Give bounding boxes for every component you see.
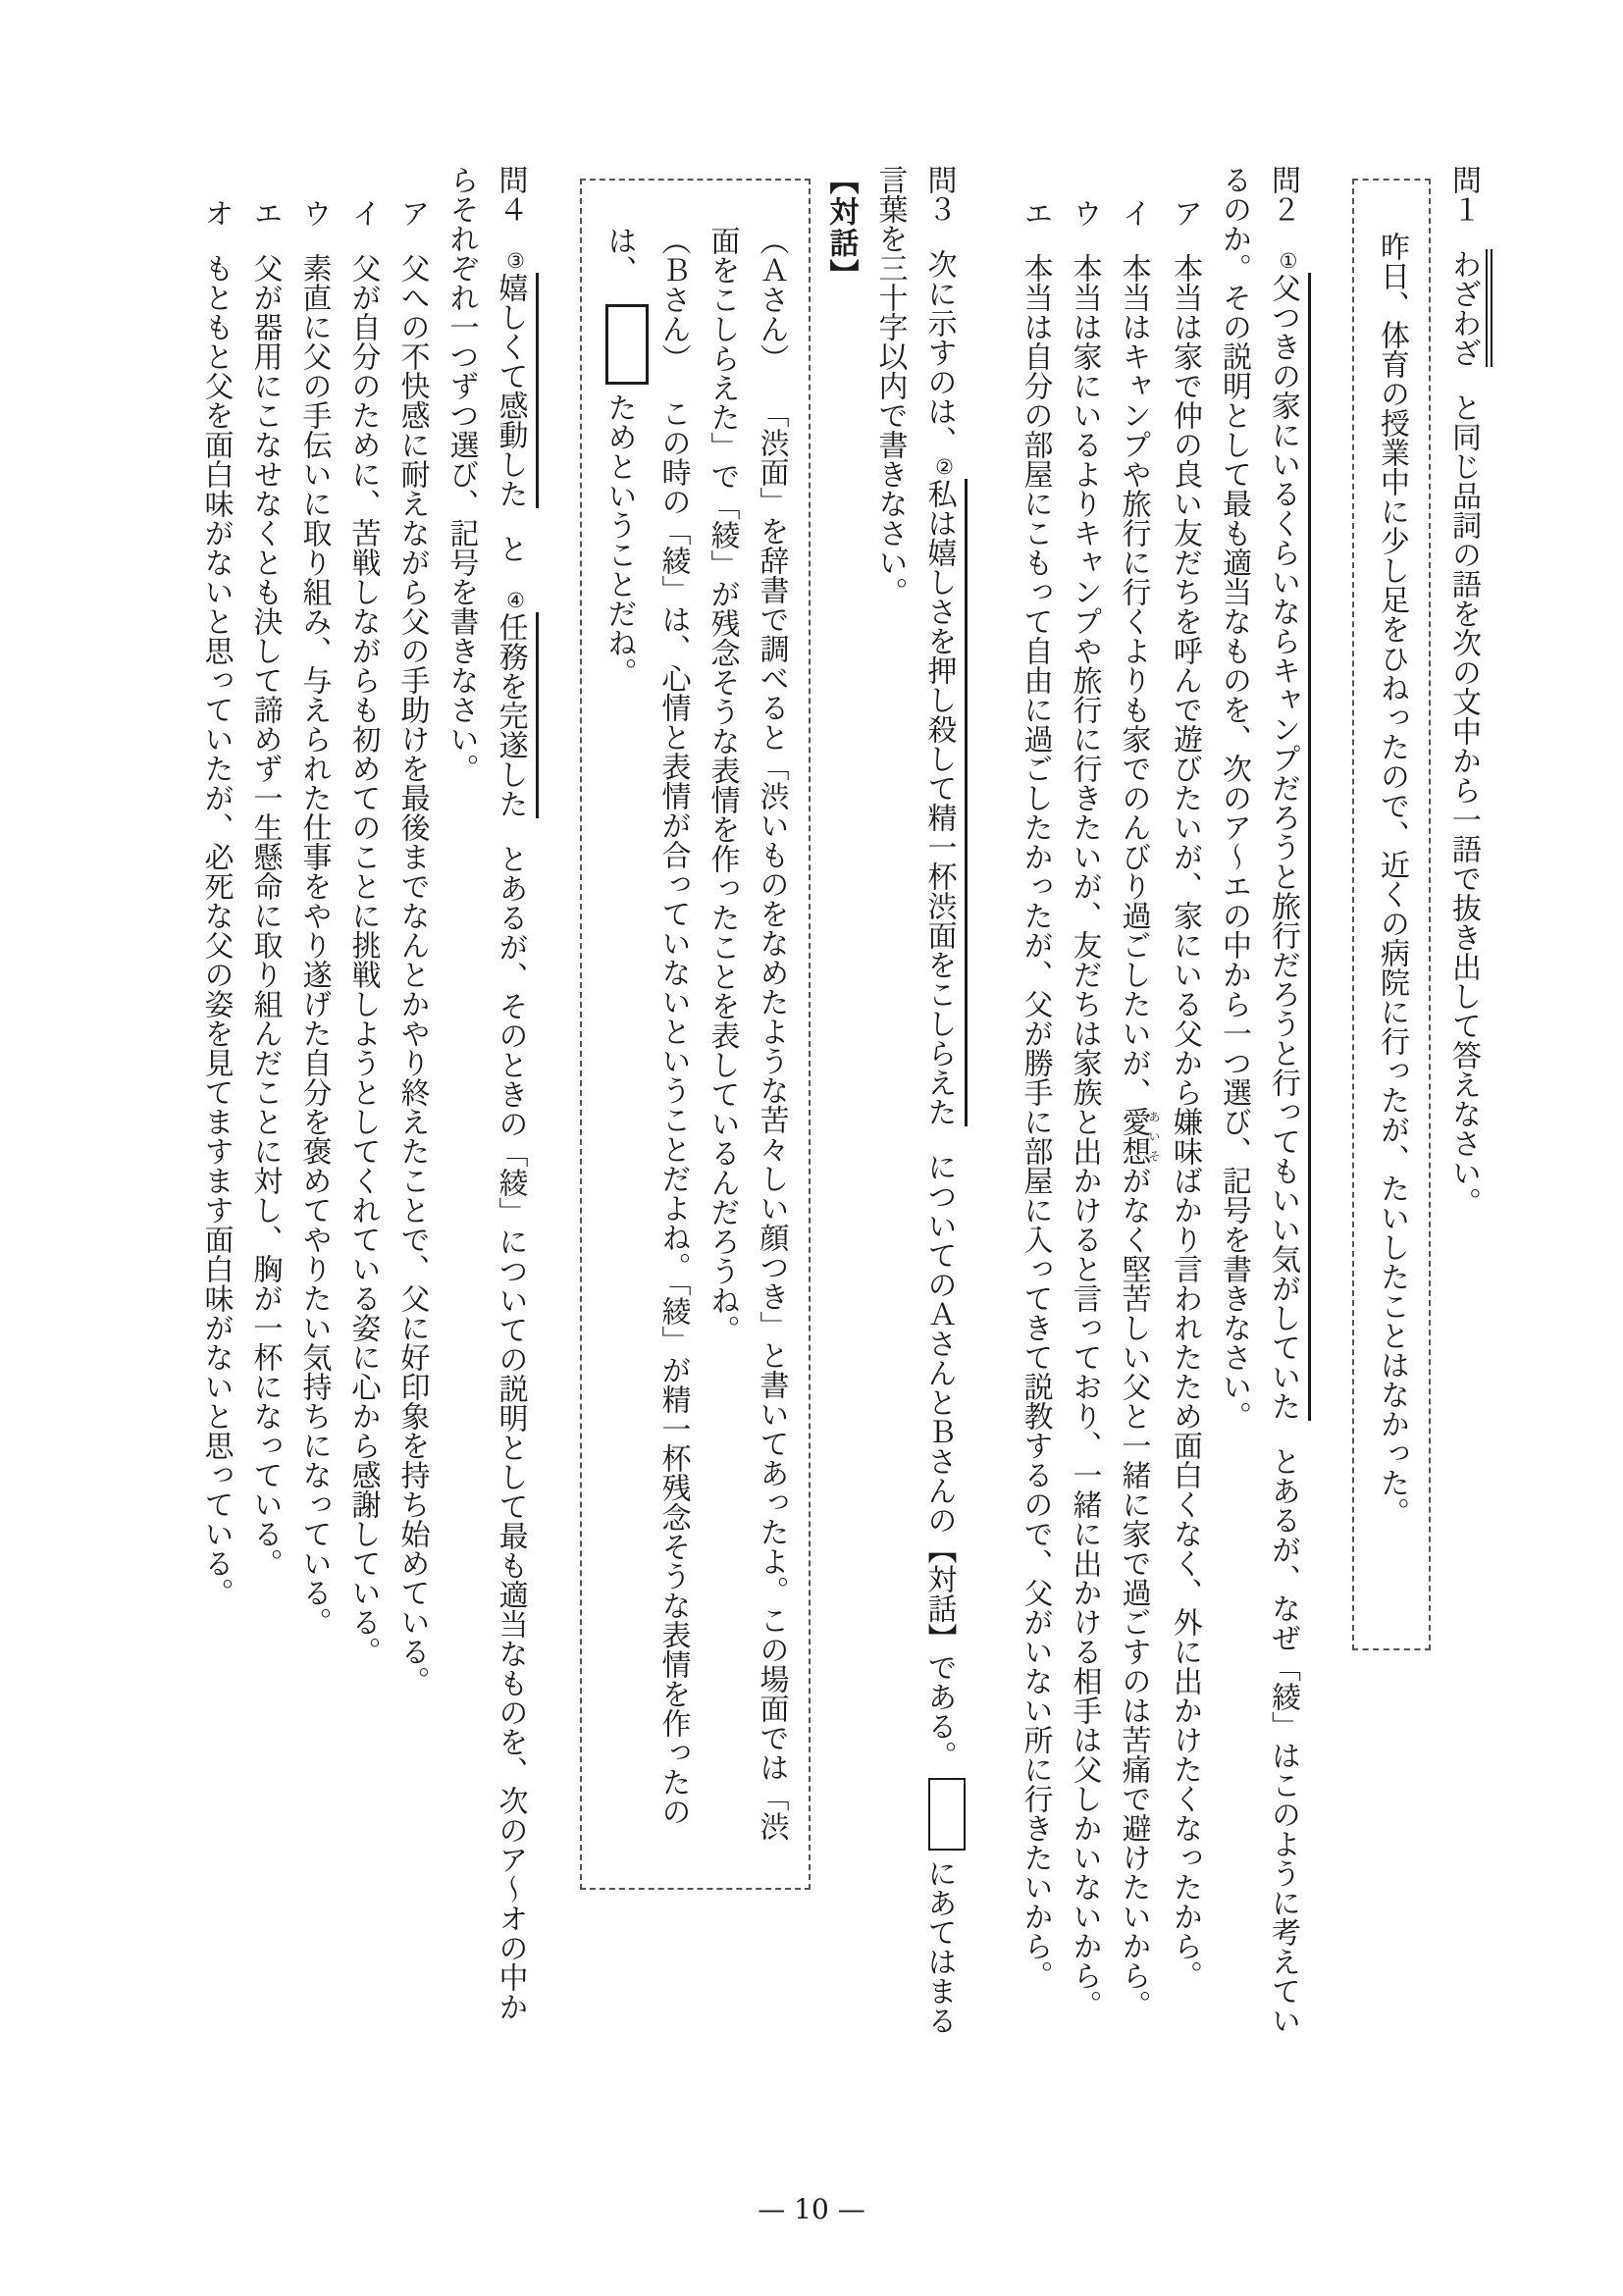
spacer: [509, 563, 510, 589]
q4-option-i: [339, 165, 388, 2074]
q3-speaker-b-label: （Ｂさん）: [655, 226, 691, 373]
spacer: [1184, 228, 1185, 253]
q4-circled-marker-4: ④: [503, 589, 528, 612]
q3-statement-line: [865, 165, 966, 2059]
page-number: — 10 —: [758, 2193, 865, 2225]
q4-option-o-label: オ: [198, 198, 234, 228]
q4-option-u-text: 素直に父の手伝いに取り組み、与えられた仕事をやり遂げた自分を褒めてやりたい気持ちになっている。: [296, 253, 332, 1637]
q4-option-e-label: エ: [247, 198, 283, 228]
q1-example-sentence: 昨日、体育の授業中に少し足をひねったので、近くの病院に行ったが、たいしたことはなかった。: [1375, 232, 1409, 1527]
q4-option-a-text: 父への不快感に耐えながら父の手助けを最後までなんとかやり終えたことで、父に好印象を持ち始めている。: [394, 253, 430, 1696]
q2-option-u-label: ウ: [1067, 198, 1102, 228]
q2-option-a-label: ア: [1168, 198, 1202, 228]
spacer: [313, 228, 314, 253]
q4-circled-marker-3: ③: [503, 249, 528, 273]
q3-speaker-b-block: [595, 226, 698, 1843]
q4-label: 問４: [493, 165, 528, 224]
spacer: [938, 224, 939, 249]
question-1: [1352, 165, 1488, 2186]
q3-speaker-b-text-pre: この時の「綾」は、心情と表情が合っていないということだよね。「綾」が精一杯残念そうな表情を作ったのは、: [602, 226, 691, 1826]
q2-circled-marker: ①: [1277, 249, 1300, 273]
q3-quoted-underline: 私は嬉しさを押し殺して精一杯渋面をこしらえた: [922, 479, 968, 1126]
spacer: [411, 228, 412, 253]
q2-option-i-text-post: がなく堅苦しい父と一緒に家で過ごすのは苦痛で避けたいから。: [1116, 1166, 1151, 2019]
spacer: [1463, 367, 1464, 392]
spacer: [509, 508, 510, 534]
q2-option-e-text: 本当は自分の部屋にこもって自由に過ごしたかったが、父が勝手に部屋に入ってきて説教するので、父がいない所に行きたいから。: [1018, 253, 1053, 1990]
q2-option-e-label: エ: [1018, 198, 1053, 228]
q4-option-i-text: 父が自分のために、苦戦しながらも初めてのことに挑戦しようとしてくれている姿に心から感謝している。: [345, 253, 381, 1666]
q4-option-o: [191, 165, 240, 2074]
q4-option-e: [240, 165, 289, 2074]
spacer: [1034, 228, 1035, 253]
q3-dialogue-box: [580, 179, 811, 1890]
q3-speaker-a-text: 「渋面」を辞書で調べると「渋いものをなめたような苦々しい顔つき」と書いてあったよ。この場面では「渋面をこしらえた」で「綾」が残念そうな表情を作ったことを表しているんだろうね。: [705, 226, 789, 1841]
q3-dialogue-label-line: [816, 165, 865, 2041]
q3-dialogue-blank-box: [605, 304, 649, 385]
question-4: [191, 165, 535, 2186]
spacer: [672, 373, 673, 398]
spacer: [1132, 228, 1133, 253]
q3-statement-mid: についてのＡさんとＢさんの【対話】である。: [921, 1152, 957, 1770]
q4-option-a: [388, 165, 437, 2074]
q4-statement: とあるが、そのときの「綾」についての説明として最も適当なものを、次のア～オの中からそれぞれ一つずつ選び、記号を書きなさい。: [444, 165, 528, 2021]
spacer: [264, 228, 265, 253]
q1-example-box: [1352, 179, 1431, 1650]
q4-connector: と: [493, 534, 528, 563]
q1-statement-line: [1439, 165, 1488, 2041]
q2-option-i-text-pre: 本当はキャンプや旅行に行くよりも家でのんびり過ごしたいが、: [1116, 253, 1151, 1107]
q2-statement: とあるが、なぜ「綾」はこのように考えているのか。その説明として最も適当なものを、次のア～エの中から一つ選び、記号を書きなさい。: [1217, 165, 1300, 2035]
spacer: [1083, 228, 1084, 253]
q1-target-word: わざわざ: [1446, 249, 1492, 367]
q3-label: 問３: [921, 165, 957, 224]
q2-option-u-text: 本当は家にいるよりキャンプや旅行に行きたいが、友だちは家族と出かけると言っており、一緒に出かける相手は父しかいないから。: [1067, 253, 1102, 2019]
q2-option-a: [1160, 165, 1209, 2074]
q4-option-e-text: 父が器用にこなせなくとも決して諦めず一生懸命に取り組んだことに対し、胸が一杯になっている。: [247, 253, 283, 1578]
q2-quoted-underline: 父つきの家にいるくらいならキャンプだろうと旅行だろうと行ってもいい気がしていた: [1266, 273, 1311, 1421]
spacer: [770, 373, 771, 398]
q2-option-u: [1060, 165, 1109, 2074]
q3-answer-blank-box: [928, 1778, 966, 1851]
q4-quoted-underline-4: 任務を完遂した: [494, 612, 539, 818]
spacer: [215, 228, 216, 253]
question-2: [1011, 165, 1308, 2186]
spacer: [1463, 224, 1464, 249]
spacer: [362, 228, 363, 253]
q3-speaker-a-block: [698, 226, 796, 1843]
spacer: [509, 818, 510, 844]
exam-content: [114, 165, 1488, 2186]
spacer: [509, 224, 510, 249]
q4-option-i-label: イ: [345, 198, 381, 228]
q4-option-u: [289, 165, 339, 2074]
q4-option-a-label: ア: [394, 198, 430, 228]
q4-statement-line: [437, 165, 535, 2041]
q3-speaker-a-label: （Ａさん）: [754, 226, 789, 373]
q2-statement-line: [1209, 165, 1307, 2041]
q1-statement: と同じ品詞の語を次の文中から一語で抜き出して答えなさい。: [1446, 392, 1481, 1217]
spacer: [938, 1126, 939, 1152]
q4-option-o-text: もともと父を面白味がないと思っていたが、必死な父の姿を見てますます面白味がないと思っている。: [198, 253, 234, 1607]
q3-speaker-b-text-post: ためということだね。: [602, 392, 637, 687]
q2-option-a-text: 本当は家で仲の良い友だちを呼んで遊びたいが、家にいる父から嫌味ばかり言われたため面白くなく、外に出かけたくなったから。: [1168, 253, 1202, 1990]
q2-option-i-ruby: 愛想あいそ: [1116, 1107, 1161, 1166]
q3-statement-post: にあてはまる言葉を三十字以内で書きなさい。: [872, 165, 957, 2035]
q3-circled-marker: ②: [932, 455, 957, 479]
q2-option-e: [1011, 165, 1060, 2074]
question-3: [580, 165, 966, 2186]
q3-dialogue-label: 【対話】: [823, 165, 859, 290]
q3-statement-pre: 次に示すのは、: [921, 249, 957, 455]
q2-option-i-label: イ: [1116, 198, 1151, 228]
spacer: [618, 285, 619, 296]
q4-quoted-underline-3: 嬉しくて感動した: [494, 273, 539, 508]
q1-label: 問１: [1446, 165, 1481, 224]
q2-option-i: [1109, 165, 1161, 2074]
q2-label: 問２: [1266, 165, 1300, 224]
q4-option-u-label: ウ: [296, 198, 332, 228]
